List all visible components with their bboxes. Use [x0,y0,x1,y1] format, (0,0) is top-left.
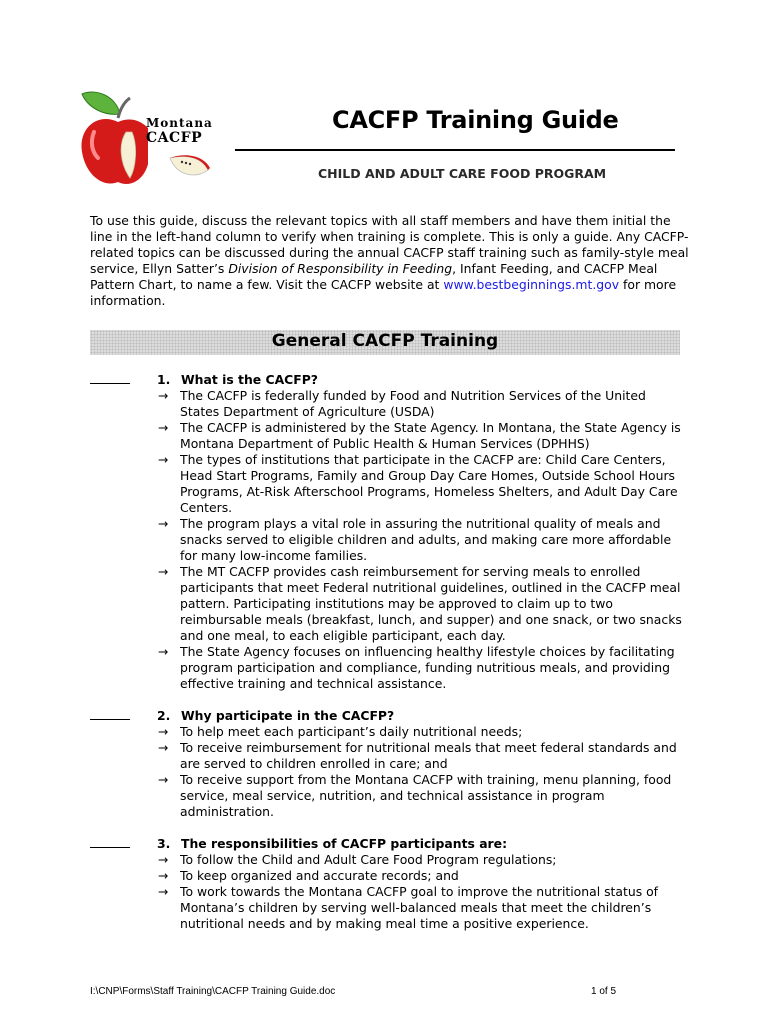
arrow-icon: → [158,420,169,435]
arrow-icon: → [158,772,169,787]
bullet-text: The CACFP is administered by the State Agency. In Montana, the State Agency is Montana Department of Public Health & Human Services (DPHHS) [180,420,681,451]
bullet-list [157,852,682,932]
arrow-icon: → [158,388,169,403]
bullet-text: To receive support from the Montana CACFP with training, menu planning, food service, meal service, nutrition, and technical assistance in program administration. [180,772,672,819]
bullet-item [157,868,682,884]
bullet-item [157,388,682,420]
intro-paragraph [90,213,690,309]
arrow-icon: → [158,868,169,883]
bullet-item [157,772,682,820]
bullet-item [157,516,682,564]
item-body [157,708,682,820]
bullet-text: The MT CACFP provides cash reimbursement for serving meals to enrolled participants that meet Federal nutritional guidelines, outlined in the CACFP meal pattern. Participating institutions may be approved to claim up to two reimbursable meals (breakfast, lunch, and supper) and one snack, or two snacks and one meal, to each eligible participant, each day. [180,564,682,643]
item-body [157,836,682,932]
initial-line[interactable] [90,383,130,384]
page-title: CACFP Training Guide [332,106,619,134]
montana-cacfp-logo [78,88,218,193]
arrow-icon: → [158,740,169,755]
intro-text: To use this guide, discuss the relevant topics with all staff members and have them initial the line in the left-hand column to verify when training is complete. This is only a guide. Any CACFP-related topics can be discussed during the annual CACFP staff training such as family-style meal service, Ellyn Satter’s [90,213,689,276]
item-number: 1. [157,372,171,387]
bullet-item [157,644,682,692]
arrow-icon: → [158,452,169,467]
bullet-text: To keep organized and accurate records; and [180,868,459,883]
section-header-bar [90,330,680,355]
bullet-text: To receive reimbursement for nutritional meals that meet federal standards and are served to children enrolled in care; and [180,740,677,771]
title-rule [235,149,675,151]
intro-text-2: , Infant Feeding, and CACFP Meal Pattern Chart, to name a few. Visit the CACFP website at [90,261,658,292]
bullet-text: To help meet each participant’s daily nutritional needs; [180,724,523,739]
bullet-text: The CACFP is federally funded by Food and Nutrition Services of the United States Department of Agriculture (USDA) [180,388,646,419]
arrow-icon: → [158,644,169,659]
intro-text-end: for more information. [90,277,677,308]
bullet-item [157,852,682,868]
item-heading [157,836,682,852]
item-heading-text: The responsibilities of CACFP participants are: [181,836,508,851]
initial-line[interactable] [90,719,130,720]
bullet-item [157,564,682,644]
bullet-text: The State Agency focuses on influencing healthy lifestyle choices by facilitating program participation and compliance, funding nutritious meals, and providing effective training and technical assistance. [180,644,675,691]
footer-page-number: 1 of 5 [591,986,617,997]
bullet-item [157,740,682,772]
bullet-item [157,420,682,452]
arrow-icon: → [158,516,169,531]
item-heading [157,372,682,388]
bullet-item [157,724,682,740]
website-link[interactable]: www.bestbeginnings.mt.gov [443,277,620,292]
bullet-text: To work towards the Montana CACFP goal to improve the nutritional status of Montana’s children by serving well-balanced meals that meet the children’s nutritional needs and by making meal time a positive experience. [180,884,659,931]
logo-text-line1: Montana [146,116,213,130]
intro-italic: Division of Responsibility in Feeding [228,261,453,276]
logo-text-line2: CACFP [146,130,203,146]
bullet-text: The types of institutions that participate in the CACFP are: Child Care Centers, Head Start Programs, Family and Group Day Care Homes, Outside School Hours Programs, At-Risk Afterschool Programs, Homeless Shelters, and Adult Day Care Centers. [180,452,678,515]
bullet-item [157,884,682,932]
initial-line[interactable] [90,847,130,848]
arrow-icon: → [158,884,169,899]
item-heading [157,708,682,724]
item-number: 3. [157,836,171,851]
bullet-list [157,724,682,820]
item-heading-text: What is the CACFP? [181,372,318,387]
item-heading-text: Why participate in the CACFP? [181,708,395,723]
footer-file-path: I:\CNP\Forms\Staff Training\CACFP Training Guide.doc [90,986,336,997]
item-number: 2. [157,708,171,723]
bullet-text: The program plays a vital role in assuring the nutritional quality of meals and snacks served to eligible children and adults, and making care more affordable for many low-income families. [180,516,672,563]
arrow-icon: → [158,564,169,579]
page-subtitle: CHILD AND ADULT CARE FOOD PROGRAM [318,166,607,181]
bullet-text: To follow the Child and Adult Care Food Program regulations; [180,852,557,867]
arrow-icon: → [158,852,169,867]
bullet-item [157,452,682,516]
bullet-list [157,388,682,692]
arrow-icon: → [158,724,169,739]
item-body [157,372,682,692]
section-title: General CACFP Training [271,331,499,351]
